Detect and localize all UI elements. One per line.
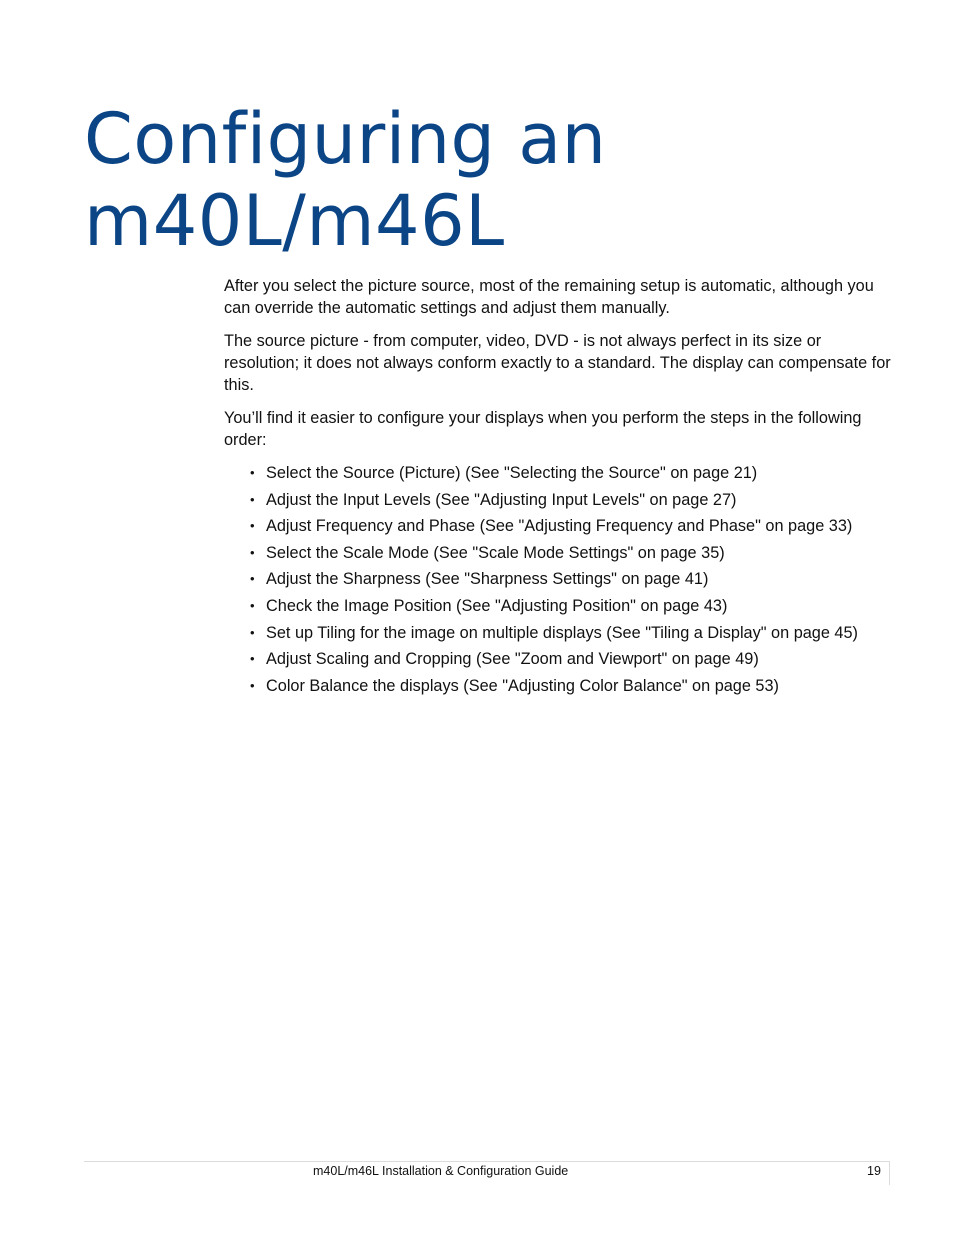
list-item (224, 675, 894, 697)
bullet-icon: • (250, 518, 255, 534)
source-paragraph: The source picture - from computer, video, DVD - is not always perfect in its size or resolution; it does not always conform exactly to a standard. The display can compensate for this. (224, 332, 891, 394)
page-title (84, 98, 607, 262)
list-item (224, 568, 894, 590)
list-item (224, 648, 894, 670)
step-text: Select the Scale Mode (See "Scale Mode Settings" on page 35) (266, 543, 725, 562)
bullet-icon: • (250, 571, 255, 587)
bullet-icon: • (250, 465, 255, 480)
footer-guide-title: m40L/m46L Installation & Configuration Guide (313, 1164, 569, 1178)
bullet-icon: • (250, 677, 255, 693)
list-item (224, 542, 894, 564)
list-item (224, 515, 894, 537)
bullet-icon: • (250, 544, 255, 560)
bullet-icon: • (250, 597, 255, 613)
list-item (224, 595, 894, 617)
bullet-icon: • (250, 491, 255, 507)
body-content (224, 275, 894, 701)
configuration-steps-list (224, 462, 894, 697)
intro-paragraph: After you select the picture source, most of the remaining setup is automatic, although you can override the automatic settings and adjust them manually. (224, 277, 874, 317)
step-text: Color Balance the displays (See "Adjusting Color Balance" on page 53) (266, 676, 779, 695)
page-title-line-1: Configuring an (84, 98, 607, 180)
footer-page-number: 19 (867, 1164, 881, 1178)
page-title-line-2: m40L/m46L (84, 180, 505, 262)
step-text: Adjust Scaling and Cropping (See "Zoom and Viewport" on page 49) (266, 650, 759, 669)
order-paragraph: You’ll find it easier to configure your displays when you perform the steps in the following order: (224, 409, 862, 449)
step-text: Check the Image Position (See "Adjusting Position" on page 43) (266, 596, 728, 615)
bullet-icon: • (250, 651, 255, 667)
step-text: Adjust Frequency and Phase (See "Adjusting Frequency and Phase" on page 33) (266, 517, 853, 536)
step-text: Adjust the Input Levels (See "Adjusting Input Levels" on page 27) (266, 490, 737, 509)
footer-vertical-divider (889, 1161, 890, 1185)
step-text: Select the Source (Picture) (See "Selecting the Source" on page 21) (266, 464, 758, 482)
list-item (224, 462, 894, 484)
step-text: Set up Tiling for the image on multiple displays (See "Tiling a Display" on page 45) (266, 623, 858, 642)
list-item (224, 489, 894, 511)
list-item (224, 622, 894, 644)
bullet-icon: • (250, 624, 255, 640)
step-text: Adjust the Sharpness (See "Sharpness Settings" on page 41) (266, 570, 709, 589)
